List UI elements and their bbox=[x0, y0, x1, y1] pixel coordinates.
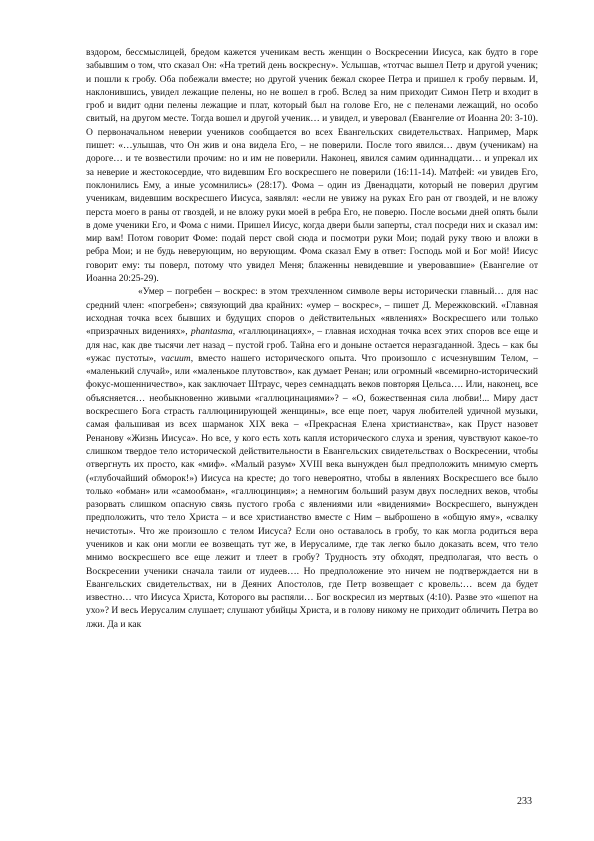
text-segment: , «галлюцинациях», – главная исходная точка всех этих споров все еще и для нас, как две тысячи лет назад – пустой гроб. Тайна его и доныне остается неразгаданной. Здесь – как бы «ужас пустоты», bbox=[86, 326, 538, 364]
page-number: 233 bbox=[517, 796, 532, 807]
text-segment: «Умер – погребен – воскрес: в этом трехчленном символе веры исторически главный… для нас средний член: «погребен»; связующий два крайних: «умер – воскрес», – пишет Д. Мережковский. «Главная исходная точка всех бывших и будущих споров о действительных «явлениях» Воскресшего или только «призрачных видениях», bbox=[86, 286, 538, 338]
paragraph bbox=[86, 46, 538, 285]
paragraph bbox=[86, 285, 538, 631]
text-segment: , вместо нашего исторического опыта. Что произошло с исчезнувшим Телом, – «маленький случай», или «маленькое плутовство», как думает Ренан; или огромный «всемирно-исторический фокус-мошенничество», как заключает Штраус, через семнадцать веков повторяя Цельса…. Или, наконец, все объясняется… необыкновенно живыми «галлюцинациями»? – «О, божественная сила любви!... Миру даст воскресшего Бога страсть галлюцинирующей женщины», все еще поет, чаруя любителей удичной музыки, самая фальшивая из всех шарманок XIX века – «Прекрасная Елена христианства», как Пруст назовет Ренанову «Жизнь Иисуса». Но все, у кого есть хоть капля исторического слуха и зрения, чувствуют какое-то слишком твердое тело исторической действительности в Евангельских свидетельствах о Воскресении, чтобы отвергнуть их просто, как «миф». «Малый разум» XVIII века вынужден был предположить мнимую смерть («глубочайший обморок!») Иисуса на кресте; до того невероятно, чтобы в явлениях Воскресшего все было только «обман» или «самообман», «галлюцинция»; а немногим больший разум двух последних веков, чтобы разорвать слишком опасную связь пустого гроба с явлениями или «видениями» Воскресшего, вынужден предположить, что тело Христа – и все христианство вместе с Ним – выброшено в «общую яму», «свалку нечистоты». Что же произошло с телом Иисуса? Если оно оставалось в гробу, то как могла родиться вера учеников и как они могли ее возвещать тут же, в Иерусалиме, где так легко было доказать всем, что тело мнимо воскресшего все еще лежит и тлеет в гробу? Трудность эту обходят, предполагая, что весть о Воскресении ученики сначала таили от иудеев…. Но предположение это ничем не подтверждается ни в Евангельских свидетельствах, ни в Деяних Апостолов, где Петр возвещает с кровель:… всем да будет известно… что Иисуса Христа, Которого вы распяли… Бог воскресил из мертвых (4:10). Разве это «шепот на ухо»? И весь Иерусалим слушает; слушают убийцы Христа, и в голову никому не приходит обличить Петра во лжи. Да и как bbox=[86, 352, 538, 630]
body-text bbox=[86, 46, 538, 631]
text-segment: вздором, бессмыслицей, бредом кажется ученикам весть женщин о Воскресении Иисуса, как будто в горе забывшим о том, что сказал Он: «На третий день воскресну». Услышав, «тотчас вышел Петр и другой ученик; и пошли к гробу. Оба побежали вместе; но другой ученик бежал скорее Петра и пришел к гробу первым. И, наклонившись, увидел лежащие пелены, но не вошел в гроб. Вслед за ним приходит Симон Петр и входит в гроб и видит одни пелены лежащие и плат, который был на голове Его, не с пеленами лежащий, но особо свитый, на другом месте. Тогда вошел и другой ученик… и увидел, и уверовал (Евангелие от Иоанна 20: 3-10). О первоначальном неверии учеников сообщается во всех Евангельских свидетельствах. Например, Марк пишет: «…улышав, что Он жив и она видела Его, – не поверили. После того явился… двум (ученикам) на дороге… и те возвестили прочим: но и им не поверили. Наконец, явился самим одиннадцати… и упрекал их за неверие и жестокосердие, что видевшим Его воскресшего не поверили (16:11-14). Матфей: «и увидев Его, поклонились Ему, а иные усомнились» (28:17). Фома – один из Двенадцати, который не поверил другим ученикам, видевшим воскресшего Иисуса, заявлял: «если не увижу на руках Его ран от гвоздей, и не вложу перста моего в раны от гвоздей, и не вложу руки моей в ребра Его, не поверю. После восьми дней опять были в доме ученики Его, и Фома с ними. Пришел Иисус, когда двери были заперты, стал посреди них и сказал им: мир вам! Потом говорит Фоме: подай перст свой сюда и посмотри руки Мои; подай руку твою и вложи в ребра Мои; и не будь неверующим, но верующим. Фома сказал Ему в ответ: Господь мой и Бог мой! Иисус говорит ему: ты поверл, потому что увидел Меня; блаженны невидевшие и уверовавшие» (Евангелие от Иоанна 20:25-29). bbox=[86, 47, 538, 285]
italic-text: vacuum bbox=[161, 352, 191, 364]
italic-text: phantasma bbox=[190, 326, 233, 338]
